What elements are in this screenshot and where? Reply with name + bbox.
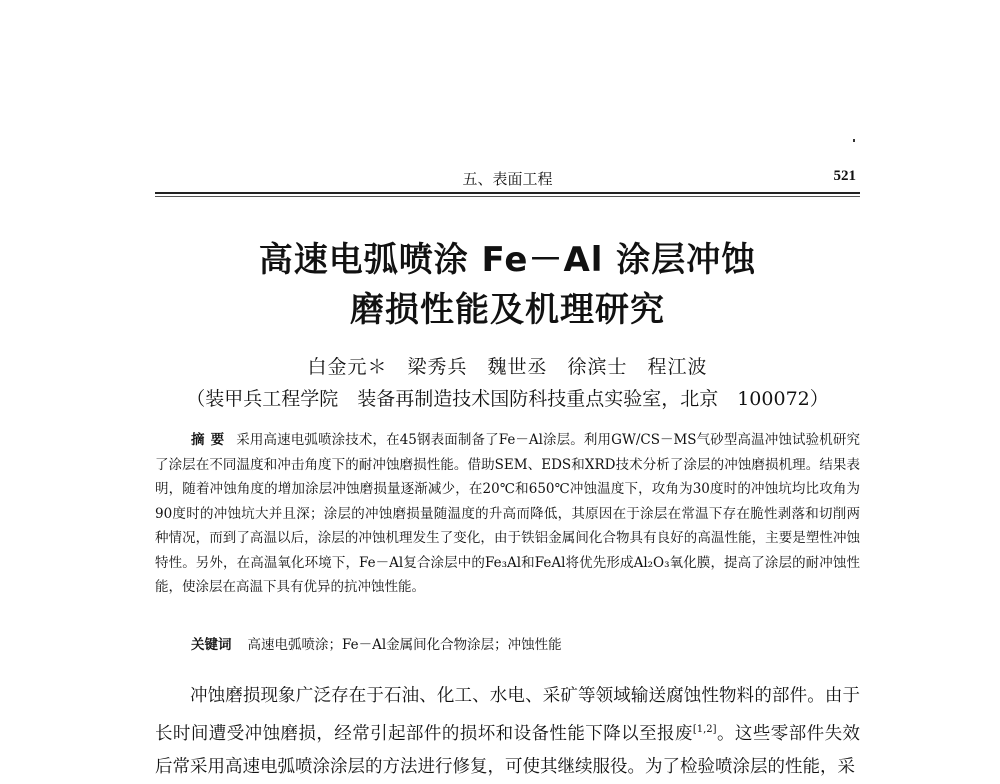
citation-ref: [1,2] <box>692 724 717 735</box>
abstract-label: 摘要 <box>191 432 231 448</box>
abstract-text: 采用高速电弧喷涂技术，在45钢表面制备了Fe－Al涂层。利用GW/CS－MS气砂型高温冲蚀试验机研究了涂层在不同温度和冲击角度下的耐冲蚀磨损性能。借助SEM、EDS和XRD技术分析了涂层的冲蚀磨损机理。结果表明，随着冲蚀角度的增加涂层冲蚀磨损量逐渐减少，在20℃和650℃冲蚀温度下，攻角为30度时的冲蚀坑均比攻角为90度时的冲蚀坑大并且深；涂层的冲蚀磨损量随温度的升高而降低，其原因在于涂层在常温下存在脆性剥落和切削两种情况，而到了高温以后，涂层的冲蚀机理发生了变化，由于铁铝金属间化合物具有良好的高温性能，主要是塑性冲蚀特性。另外，在高温氧化环境下，Fe－Al复合涂层中的Fe₃Al和FeAl将优先形成Al₂O₃氧化膜，提高了涂层的耐冲蚀性能，使涂层在高温下具有优异的抗冲蚀性能。 <box>155 432 860 595</box>
header-rule-thin <box>155 196 860 197</box>
body-text-part-2: 。这些零部件失效后常采用高速电弧喷涂涂层的方法进行修复，可使其继续服役。为了检验喷涂层的性能，采 <box>155 723 861 777</box>
paper-title-line-2: 磨损性能及机理研究 <box>350 290 665 330</box>
keywords <box>191 633 860 653</box>
header-section: 五、表面工程 <box>462 170 553 188</box>
abstract <box>155 428 860 600</box>
body-text-part-1: 冲蚀磨损现象广泛存在于石油、化工、水电、采矿等领域输送腐蚀性物料的部件。由于长时间遭受冲蚀磨损，经常引起部件的损坏和设备性能下降以至报废 <box>155 686 860 744</box>
keywords-text: 高速电弧喷涂；Fe－Al金属间化合物涂层；冲蚀性能 <box>247 637 562 653</box>
page-number: 521 <box>833 168 856 184</box>
running-header <box>155 166 860 194</box>
keywords-label: 关键词 <box>191 637 232 653</box>
paper-title-line-1: 高速电弧喷涂 Fe－Al 涂层冲蚀 <box>258 240 757 280</box>
affiliation: （装甲兵工程学院 装备再制造技术国防科技重点实验室，北京 100072） <box>186 388 829 410</box>
header-rule-thick <box>155 192 860 194</box>
scan-mark <box>853 139 855 142</box>
author-list: 白金元＊ 梁秀兵 魏世丞 徐滨士 程江波 <box>307 356 708 378</box>
body-paragraph <box>155 680 860 784</box>
